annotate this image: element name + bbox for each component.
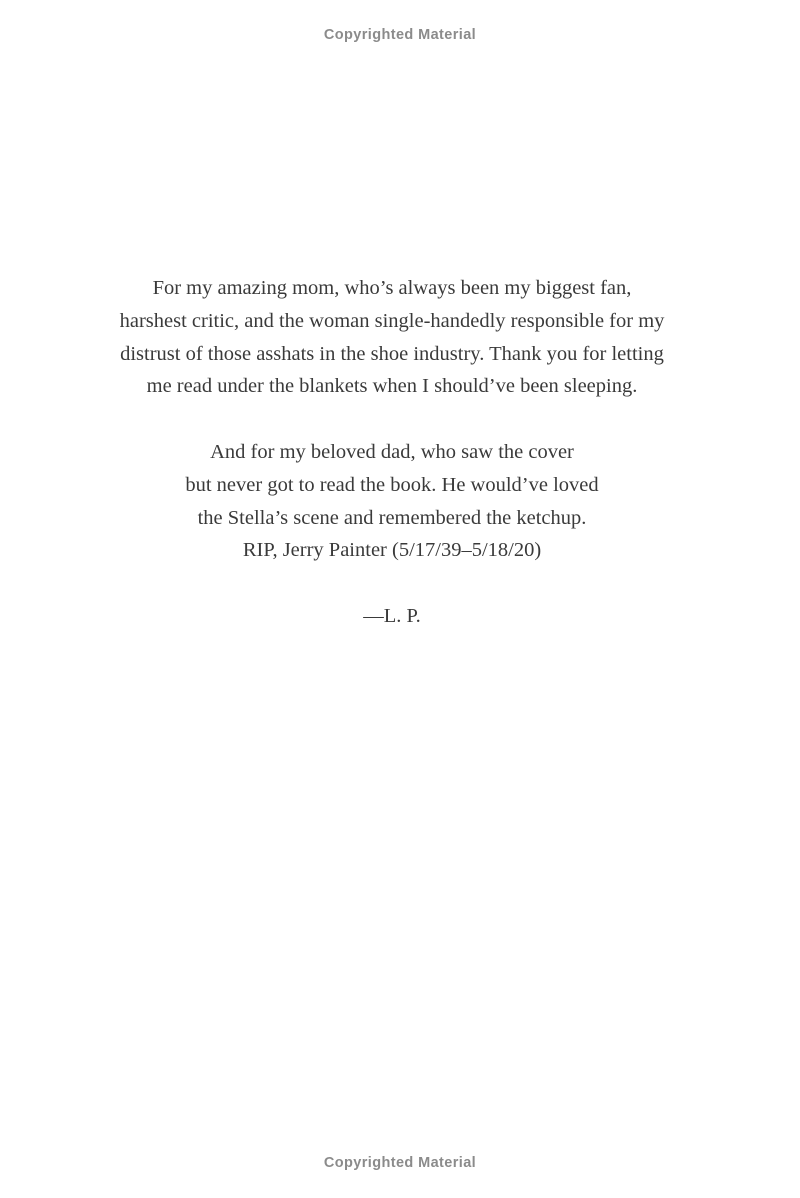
dedication-line: me read under the blankets when I should’ve been sleeping. bbox=[146, 375, 638, 398]
dedication-line: For my amazing mom, who’s always been my biggest fan, bbox=[152, 277, 632, 299]
dedication-line: distrust of those asshats in the shoe industry. Thank you for letting bbox=[120, 342, 664, 365]
dedication-line: RIP, Jerry Painter (5/17/39–5/18/20) bbox=[242, 539, 542, 562]
copyright-notice-top: Copyrighted Material bbox=[323, 27, 477, 43]
dedication-paragraph-mom bbox=[0, 272, 784, 403]
dedication-line: but never got to read the book. He would’ve loved bbox=[185, 473, 599, 496]
copyright-notice-bottom: Copyrighted Material bbox=[323, 1155, 477, 1171]
dedication-line: harshest critic, and the woman single-handedly responsible for my bbox=[119, 309, 665, 332]
dedication-block bbox=[0, 272, 784, 666]
dedication-paragraph-dad bbox=[0, 436, 784, 567]
dedication-line: the Stella’s scene and remembered the ketchup. bbox=[197, 506, 587, 529]
dedication-line: And for my beloved dad, who saw the cover bbox=[210, 440, 574, 463]
dedication-signature: —L. P. bbox=[363, 604, 421, 627]
